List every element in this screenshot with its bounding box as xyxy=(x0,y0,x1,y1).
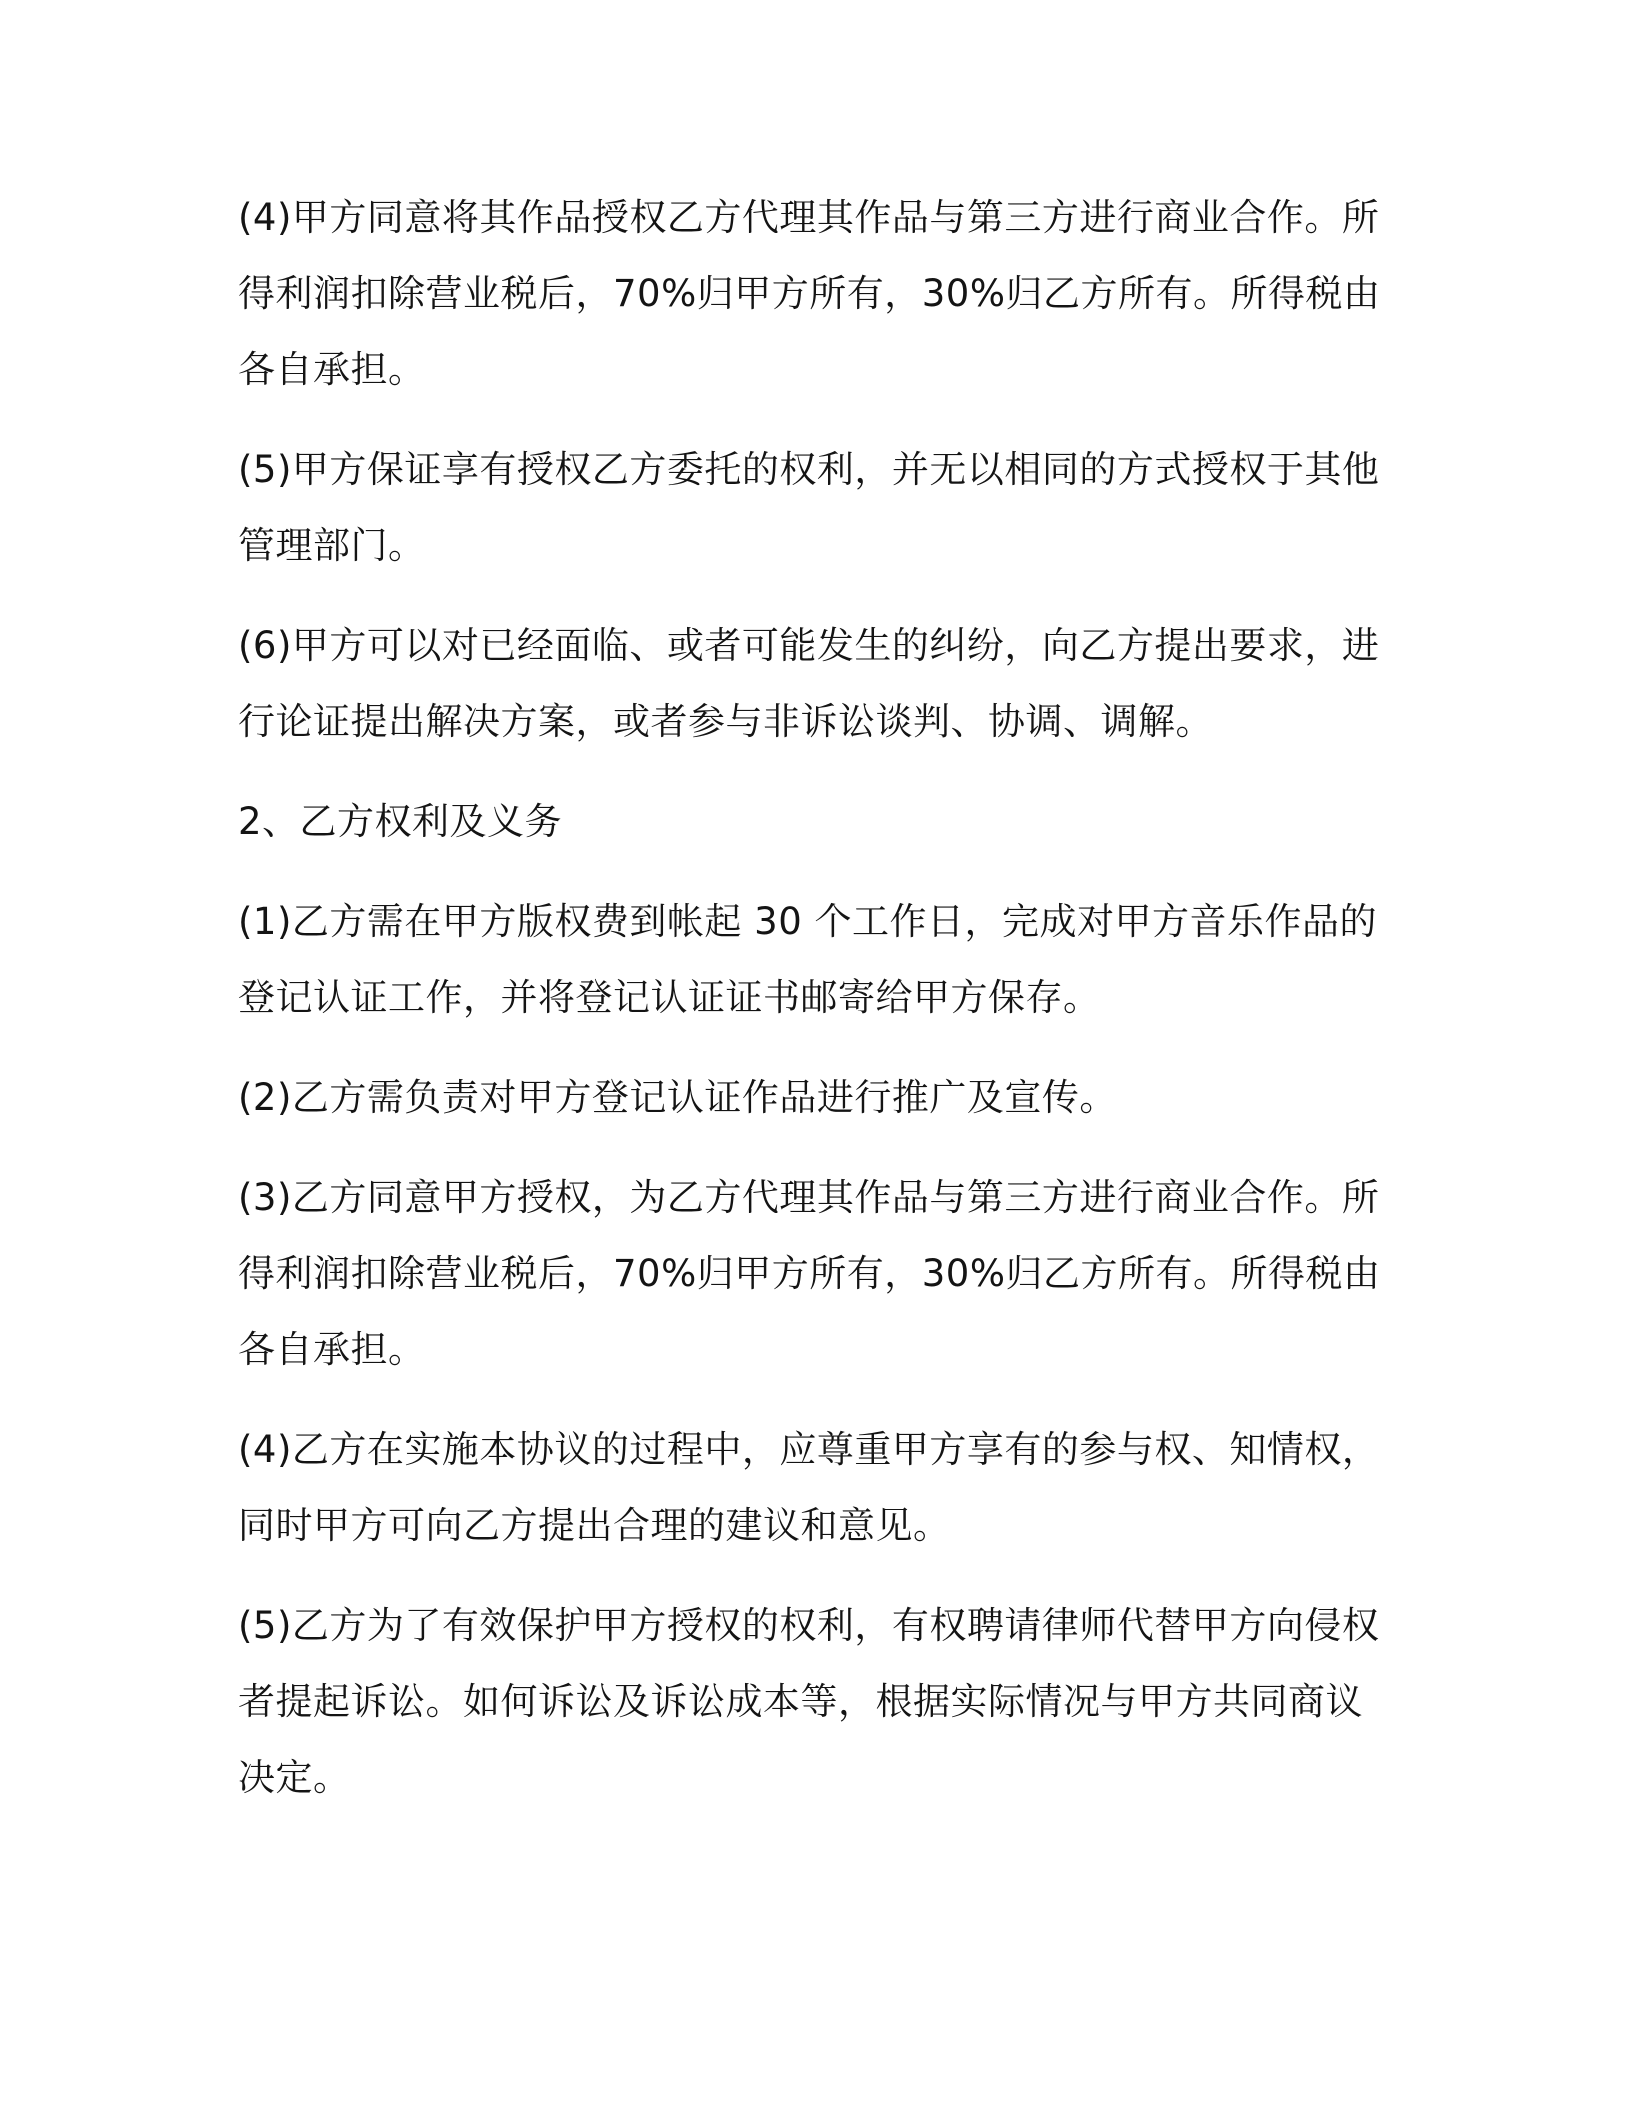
text-line: (4)甲方同意将其作品授权乙方代理其作品与第三方进行商业合作。所 xyxy=(238,196,1380,239)
text-line: 登记认证工作，并将登记认证证书邮寄给甲方保存。 xyxy=(238,976,1101,1019)
paragraph-jia-6 xyxy=(238,608,1380,760)
text-line: (1)乙方需在甲方版权费到帐起 30 个工作日，完成对甲方音乐作品的 xyxy=(238,900,1378,943)
text-line: 各自承担。 xyxy=(238,348,426,391)
text-line: 行论证提出解决方案，或者参与非诉讼谈判、协调、调解。 xyxy=(238,700,1213,743)
text-line: 得利润扣除营业税后，70%归甲方所有，30%归乙方所有。所得税由 xyxy=(238,272,1381,315)
paragraph-yi-2 xyxy=(238,1060,1368,1136)
paragraph-yi-1 xyxy=(238,884,1378,1036)
text-line: 决定。 xyxy=(238,1756,351,1799)
text-line: (3)乙方同意甲方授权，为乙方代理其作品与第三方进行商业合作。所 xyxy=(238,1176,1380,1219)
text-line: 者提起诉讼。如何诉讼及诉讼成本等，根据实际情况与甲方共同商议 xyxy=(238,1680,1363,1723)
text-line: 得利润扣除营业税后，70%归甲方所有，30%归乙方所有。所得税由 xyxy=(238,1252,1381,1295)
text-line: (5)甲方保证享有授权乙方委托的权利，并无以相同的方式授权于其他 xyxy=(238,448,1380,491)
text-line: 各自承担。 xyxy=(238,1328,426,1371)
section-heading-yi-rights xyxy=(238,784,1368,860)
text-line: 管理部门。 xyxy=(238,524,426,567)
paragraph-jia-5 xyxy=(238,432,1380,584)
text-line: 同时甲方可向乙方提出合理的建议和意见。 xyxy=(238,1504,951,1547)
text-line: (5)乙方为了有效保护甲方授权的权利，有权聘请律师代替甲方向侵权 xyxy=(238,1604,1380,1647)
section-heading: 2、乙方权利及义务 xyxy=(238,800,563,843)
paragraph-yi-4 xyxy=(238,1412,1380,1564)
text-line: (6)甲方可以对已经面临、或者可能发生的纠纷，向乙方提出要求，进 xyxy=(238,624,1380,667)
paragraph-yi-3 xyxy=(238,1160,1381,1388)
paragraph-yi-5 xyxy=(238,1588,1380,1816)
paragraph-jia-4 xyxy=(238,180,1381,408)
text-line: (4)乙方在实施本协议的过程中，应尊重甲方享有的参与权、知情权， xyxy=(238,1428,1380,1471)
document-body xyxy=(238,180,1381,1840)
text-line: (2)乙方需负责对甲方登记认证作品进行推广及宣传。 xyxy=(238,1076,1117,1119)
